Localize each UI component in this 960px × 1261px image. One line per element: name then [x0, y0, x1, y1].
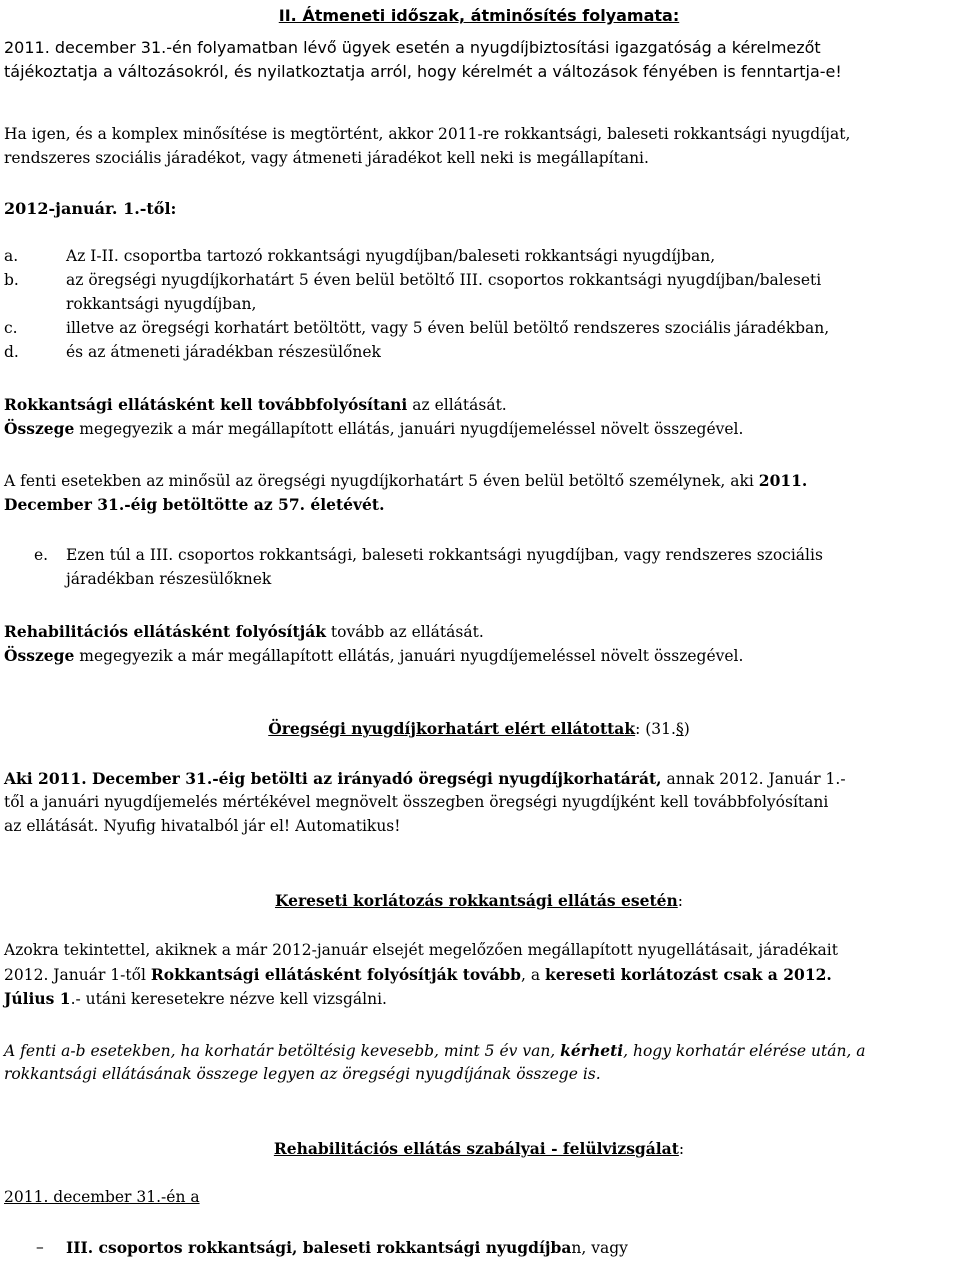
bold-phrase: Rehabilitációs ellátásként folyósítják	[4, 622, 326, 641]
plain-phrase: az ellátását.	[407, 396, 507, 414]
bold-phrase: kérheti	[560, 1041, 624, 1060]
paragraph-line: Ha igen, és a komplex minősítése is megtörtént, akkor 2011-re rokkantsági, baleseti rokkantsági nyugdíjat,	[4, 125, 851, 143]
paragraph-line	[4, 469, 954, 494]
plain-phrase: tovább az ellátását.	[326, 623, 484, 641]
list-item-text: Ezen túl a III. csoportos rokkantsági, baleseti rokkantsági nyugdíjban, vagy rendszeres szociális	[66, 546, 823, 564]
list-item-label: b.	[4, 271, 19, 289]
paragraph-line: rendszeres szociális járadékot, vagy átmeneti járadékot kell neki is megállapítani.	[4, 149, 649, 167]
bold-phrase: Rokkantsági ellátásként kell továbbfolyósítani	[4, 395, 408, 414]
section-title: II. Átmeneti időszak, átminősítés folyamata:	[278, 6, 680, 25]
from-date-label: 2012-január. 1.-től:	[4, 199, 177, 218]
plain-phrase: 2012. Január 1-től	[4, 966, 151, 984]
plain-phrase: A fenti esetekben az minősül az öregségi nyugdíjkorhatárt 5 éven belül betöltő személynek, aki	[4, 472, 759, 490]
bold-phrase: III. csoportos rokkantsági, baleseti rokkantsági nyugdíjba	[66, 1238, 572, 1257]
paragraph-line: December 31.-éig betöltötte az 57. életévét.	[4, 495, 385, 514]
continuation-statement	[4, 393, 954, 418]
amount-statement	[4, 644, 954, 669]
paragraph-line: az ellátását. Nyufig hivatalból jár el! Automatikus!	[4, 817, 401, 835]
plain-phrase: n, vagy	[571, 1239, 628, 1257]
heading-close: )	[683, 720, 690, 738]
heading-suffix: :	[678, 1140, 685, 1158]
bullet-text	[66, 1236, 628, 1261]
plain-phrase: A fenti a-b esetekben, ha korhatár betöltésig kevesebb, mint 5 év van,	[4, 1042, 561, 1060]
italic-note-line	[4, 1039, 954, 1064]
plain-phrase: annak 2012. Január 1.-	[661, 770, 846, 788]
italic-note-line: rokkantsági ellátásának összege legyen az öregségi nyugdíjának összege is.	[4, 1065, 601, 1083]
plain-phrase: megegyezik a már megállapított ellátás, januári nyugdíjemeléssel növelt összegével.	[74, 420, 744, 438]
date-line: 2011. december 31.-én a	[4, 1188, 200, 1206]
bold-phrase: Aki 2011. December 31.-éig betölti az irányadó öregségi nyugdíjkorhatárát,	[4, 769, 662, 788]
list-item-label: d.	[4, 343, 19, 361]
bold-phrase: Rokkantsági ellátásként folyósítják tovább	[150, 965, 521, 984]
bold-phrase: Július 1	[4, 989, 71, 1008]
plain-phrase: .- utáni keresetekre nézve kell vizsgálni.	[70, 990, 387, 1008]
continuation-statement	[4, 620, 954, 645]
list-item-text: illetve az öregségi korhatárt betöltött, vagy 5 éven belül betöltő rendszeres szociális járadékban,	[66, 319, 830, 337]
list-item-text: az öregségi nyugdíjkorhatárt 5 éven belül betöltő III. csoportos rokkantsági nyugdíjban/baleseti	[66, 271, 822, 289]
amount-statement	[4, 417, 954, 442]
bold-phrase: kereseti korlátozást csak a 2012.	[545, 965, 832, 984]
plain-phrase: megegyezik a már megállapított ellátás, januári nyugdíjemeléssel növelt összegével.	[74, 647, 744, 665]
bold-phrase: Összege	[4, 419, 75, 438]
heading-suffix: :	[677, 892, 684, 910]
paragraph-line	[4, 963, 954, 988]
heading-suffix: : (31.	[635, 720, 676, 738]
section-heading	[4, 889, 954, 914]
section-heading	[4, 717, 954, 742]
dash-bullet-icon: –	[36, 1238, 44, 1256]
paragraph-line: Azokra tekintettel, akiknek a már 2012-január elsejét megelőzően megállapított nyugellátásait, járadékait	[4, 941, 838, 959]
bold-phrase: Összege	[4, 646, 75, 665]
paragraph-line: tájékoztatja a változásokról, és nyilatkoztatja arról, hogy kérelmét a változások fényében is fenntartja-e!	[4, 62, 842, 81]
bold-phrase: 2011.	[758, 471, 808, 490]
paragraph-line: 2011. december 31.-én folyamatban lévő ügyek esetén a nyugdíjbiztosítási igazgatóság a kérelmezőt	[4, 38, 821, 57]
paragraph-line	[4, 987, 954, 1012]
paragraph-line	[4, 767, 954, 792]
paragraph-mark-icon: §	[675, 720, 684, 738]
list-item-text: és az átmeneti járadékban részesülőnek	[66, 343, 381, 361]
list-item-text: járadékban részesülőknek	[66, 570, 272, 588]
list-item-label: c.	[4, 319, 18, 337]
list-item-text: rokkantsági nyugdíjban,	[66, 295, 257, 313]
plain-phrase: , a	[520, 966, 545, 984]
list-item-label: a.	[4, 247, 19, 265]
plain-phrase: , hogy korhatár elérése után, a	[623, 1042, 866, 1060]
heading-text: Kereseti korlátozás rokkantsági ellátás esetén	[274, 891, 678, 910]
heading-text: Öregségi nyugdíjkorhatárt elért ellátottak	[268, 719, 636, 738]
heading-text: Rehabilitációs ellátás szabályai - felülvizsgálat	[273, 1139, 679, 1158]
list-item-text: Az I-II. csoportba tartozó rokkantsági nyugdíjban/baleseti rokkantsági nyugdíjban,	[66, 247, 716, 265]
list-item-label: e.	[34, 546, 49, 564]
section-heading	[4, 1137, 954, 1162]
paragraph-line: től a januári nyugdíjemelés mértékével megnövelt összegben öregségi nyugdíjként kell továbbfolyósítani	[4, 793, 829, 811]
